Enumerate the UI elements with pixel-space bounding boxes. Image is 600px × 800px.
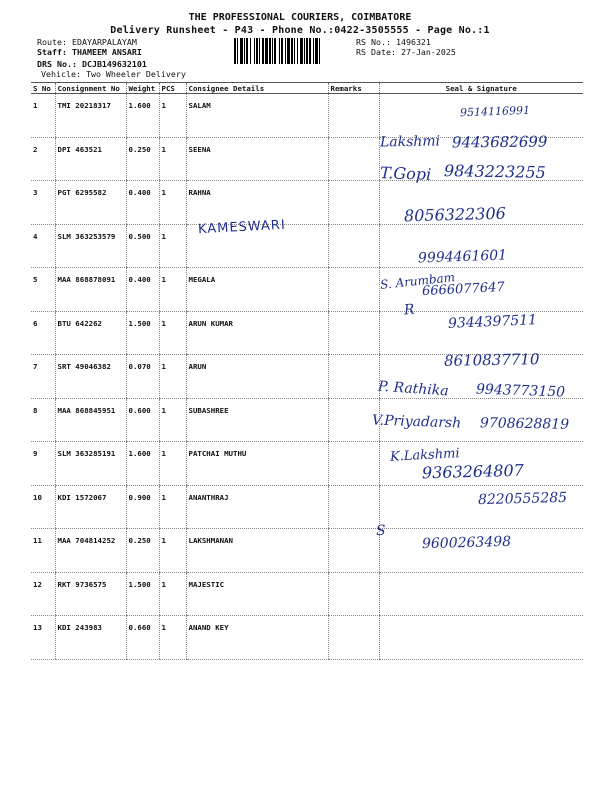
handwritten-signature: [360, 446, 590, 494]
cell-sno: 3: [31, 181, 55, 225]
signature-name: S. Arumbam: [379, 269, 456, 292]
barcode-bar: [309, 38, 311, 64]
table-row: [31, 616, 583, 660]
signature-name: T.Gopi: [379, 163, 432, 184]
cell-consignee: PATCHAI MUTHU: [186, 442, 328, 486]
cell-consignee: MAJESTIC: [186, 572, 328, 616]
cell-pcs: 1: [159, 94, 186, 138]
cell-weight: 1.500: [126, 311, 159, 355]
signature-phone: 9363264807: [421, 460, 525, 483]
signature-phone: 8220555285: [477, 489, 568, 508]
signature-name: R: [403, 301, 416, 319]
cell-consignee: ANAND KEY: [186, 616, 328, 660]
barcode-bar: [297, 38, 298, 64]
cell-weight: 0.660: [126, 616, 159, 660]
cell-consignment: PGT 6295582: [55, 181, 126, 225]
signature-phone: 9514116991: [459, 103, 531, 120]
handwritten-consignee-name: KAMESWARI: [197, 217, 287, 238]
barcode-bar: [250, 38, 251, 64]
vehicle-label: Vehicle: Two Wheeler Delivery: [41, 69, 186, 79]
runsheet-subtitle: Delivery Runsheet - P43 - Phone No.:0422-3505555 - Page No.:1: [110, 25, 490, 36]
handwritten-signature: [360, 161, 590, 202]
signature-phone: 8610837710: [443, 349, 540, 370]
barcode-bar: [237, 38, 238, 64]
barcode-bar: [300, 38, 303, 64]
cell-weight: 1.500: [126, 572, 159, 616]
handwritten-signature: [360, 93, 590, 129]
company-title: THE PROFESSIONAL COURIERS, COIMBATORE: [188, 12, 412, 23]
cell-sno: 1: [31, 94, 55, 138]
cell-sno: 4: [31, 224, 55, 268]
cell-weight: 0.250: [126, 137, 159, 181]
cell-weight: 0.400: [126, 181, 159, 225]
col-sno: S No: [31, 83, 55, 94]
cell-sno: 7: [31, 355, 55, 399]
cell-consignment: MAA 868845951: [55, 398, 126, 442]
cell-consignee: ARUN: [186, 355, 328, 399]
cell-pcs: 1: [159, 268, 186, 312]
cell-pcs: 1: [159, 311, 186, 355]
cell-weight: 0.070: [126, 355, 159, 399]
cell-weight: 0.500: [126, 224, 159, 268]
cell-weight: 0.250: [126, 529, 159, 573]
barcode-bar: [246, 38, 248, 64]
signature-name: V.Priyadarsh: [371, 411, 462, 432]
signature-phone: 9443682699: [451, 132, 548, 151]
handwritten-signature: [360, 301, 590, 348]
cell-pcs: 1: [159, 529, 186, 573]
cell-pcs: 1: [159, 442, 186, 486]
cell-sno: 5: [31, 268, 55, 312]
cell-consignment: SLM 363253579: [55, 224, 126, 268]
handwritten-signature: [360, 269, 590, 312]
cell-pcs: 1: [159, 137, 186, 181]
cell-consignment: KDI 243983: [55, 616, 126, 660]
barcode-bar: [240, 38, 243, 64]
cell-sno: 11: [31, 529, 55, 573]
handwritten-signature: [360, 130, 590, 166]
cell-sno: 8: [31, 398, 55, 442]
barcode-bar: [274, 38, 276, 64]
cell-pcs: 1: [159, 181, 186, 225]
col-pcs: PCS: [159, 83, 186, 94]
signature-phone: 9344397511: [447, 312, 538, 332]
signature-phone: 9943773150: [475, 381, 566, 401]
cell-consignee: ANANTHRAJ: [186, 485, 328, 529]
barcode-bar: [294, 38, 295, 64]
col-weight: Weight: [126, 83, 159, 94]
cell-pcs: 1: [159, 485, 186, 529]
cell-sno: 12: [31, 572, 55, 616]
cell-consignment: RKT 9736575: [55, 572, 126, 616]
barcode-bar: [285, 38, 286, 64]
cell-weight: 0.600: [126, 398, 159, 442]
col-consignment: Consignment No: [55, 83, 126, 94]
handwritten-signature: [360, 203, 590, 239]
signature-phone: 9843223255: [443, 161, 546, 182]
barcode: [234, 38, 348, 64]
cell-sno: 13: [31, 616, 55, 660]
cell-sno: 10: [31, 485, 55, 529]
cell-consignee: SALAM: [186, 94, 328, 138]
cell-consignment: BTU 642262: [55, 311, 126, 355]
barcode-bar: [304, 38, 305, 64]
signature-name: P. Rathika: [377, 378, 450, 400]
cell-consignment: MAA 868878091: [55, 268, 126, 312]
signature-name: K.Lakshmi: [389, 446, 460, 465]
barcode-bar: [256, 38, 258, 64]
table-header-row: [31, 83, 583, 94]
barcode-bar: [291, 38, 293, 64]
cell-consignment: KDI 1572067: [55, 485, 126, 529]
signature-name: S: [375, 522, 387, 540]
cell-pcs: 1: [159, 224, 186, 268]
cell-consignment: SLM 363285191: [55, 442, 126, 486]
barcode-bar: [234, 38, 236, 64]
cell-consignee: LAKSHMANAN: [186, 529, 328, 573]
signature-phone: 9600263498: [421, 533, 512, 553]
cell-consignment: MAA 704814252: [55, 529, 126, 573]
route-label: Route: EDAYARPALAYAM: [37, 37, 137, 47]
barcode-bar: [262, 38, 264, 64]
barcode-bar: [272, 38, 273, 64]
staff-label: Staff: THAMEEM ANSARI: [37, 47, 142, 57]
cell-consignment: DPI 463521: [55, 137, 126, 181]
signature-column: [360, 93, 590, 593]
handwritten-signature: [360, 239, 590, 275]
cell-weight: 0.900: [126, 485, 159, 529]
barcode-bar: [259, 38, 260, 64]
cell-pcs: 1: [159, 572, 186, 616]
barcode-bar: [265, 38, 268, 64]
barcode-bar: [254, 38, 255, 64]
cell-consignee: SEENA: [186, 137, 328, 181]
cell-consignment: SRT 49046382: [55, 355, 126, 399]
cell-consignee: RAHNA: [186, 181, 328, 225]
cell-pcs: 1: [159, 355, 186, 399]
cell-weight: 0.400: [126, 268, 159, 312]
cell-consignee: ARUN KUMAR: [186, 311, 328, 355]
col-consignee: Consignee Details: [186, 83, 328, 94]
cell-weight: 1.600: [126, 94, 159, 138]
cell-consignee: SUBASHREE: [186, 398, 328, 442]
cell-consignee: MEGALA: [186, 268, 328, 312]
cell-pcs: 1: [159, 398, 186, 442]
cell-pcs: 1: [159, 616, 186, 660]
barcode-bar: [281, 38, 283, 64]
barcode-bar: [287, 38, 290, 64]
cell-consignment: TMI 20218317: [55, 94, 126, 138]
rs-number: RS No.: 1496321: [356, 37, 431, 47]
barcode-bar: [269, 38, 271, 64]
handwritten-signature: [360, 522, 590, 567]
col-seal-signature: Seal & Signature: [379, 83, 583, 94]
signature-phone: 9708628819: [479, 414, 570, 433]
cell-sno: 6: [31, 311, 55, 355]
rs-date: RS Date: 27-Jan-2025: [356, 47, 456, 57]
barcode-bar: [244, 38, 245, 64]
barcode-bar: [319, 38, 320, 64]
cell-weight: 1.600: [126, 442, 159, 486]
cell-remarks: [328, 616, 379, 660]
barcode-bar: [313, 38, 314, 64]
barcode-bar: [306, 38, 308, 64]
signature-phone: 9994461601: [417, 247, 508, 267]
col-remarks: Remarks: [328, 83, 379, 94]
handwritten-signature: [360, 489, 590, 531]
barcode-bar: [315, 38, 318, 64]
cell-sno: 2: [31, 137, 55, 181]
signature-phone: 8056322306: [403, 203, 507, 225]
signature-phone: 6666077647: [421, 279, 506, 299]
cell-signature: [379, 616, 583, 660]
signature-name: Lakshmi: [379, 132, 441, 151]
drs-number: DRS No.: DCJB149632101: [37, 59, 147, 69]
barcode-bar: [279, 38, 280, 64]
cell-sno: 9: [31, 442, 55, 486]
